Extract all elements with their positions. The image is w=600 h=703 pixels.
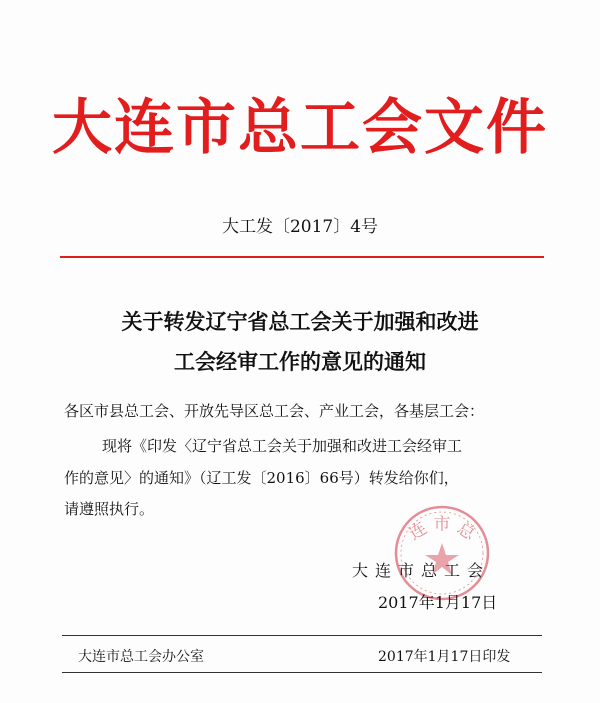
document-header-title: 大连市总工会文件 bbox=[52, 93, 548, 163]
body-text-line-3: 请遵照执行。 bbox=[64, 500, 155, 518]
notice-title-line-2: 工会经审工作的意见的通知 bbox=[174, 350, 426, 374]
official-seal-stamp bbox=[382, 495, 502, 605]
header-divider-line bbox=[60, 256, 544, 258]
issuer-signature: 大连市总工会 bbox=[352, 561, 491, 580]
footer-print-date: 2017年1月17日印发 bbox=[378, 649, 511, 665]
footer-top-line bbox=[62, 635, 542, 636]
document-number: 大工发〔2017〕4号 bbox=[221, 217, 379, 237]
seal-text: 连 市 总 bbox=[405, 514, 479, 545]
notice-title-line-1: 关于转发辽宁省总工会关于加强和改进 bbox=[121, 310, 479, 334]
body-text-line-1: 现将《印发〈辽宁省总工会关于加强和改进工会经审工 bbox=[102, 437, 463, 455]
footer-issuing-office: 大连市总工会办公室 bbox=[78, 649, 204, 665]
footer-bottom-line bbox=[62, 672, 542, 673]
signature-date: 2017年1月17日 bbox=[378, 593, 498, 612]
salutation: 各区市县总工会、开放先导区总工会、产业工会，各基层工会： bbox=[64, 402, 485, 420]
body-text-line-2: 作的意见〉的通知》（辽工发〔2016〕66号）转发给你们， bbox=[64, 469, 459, 487]
